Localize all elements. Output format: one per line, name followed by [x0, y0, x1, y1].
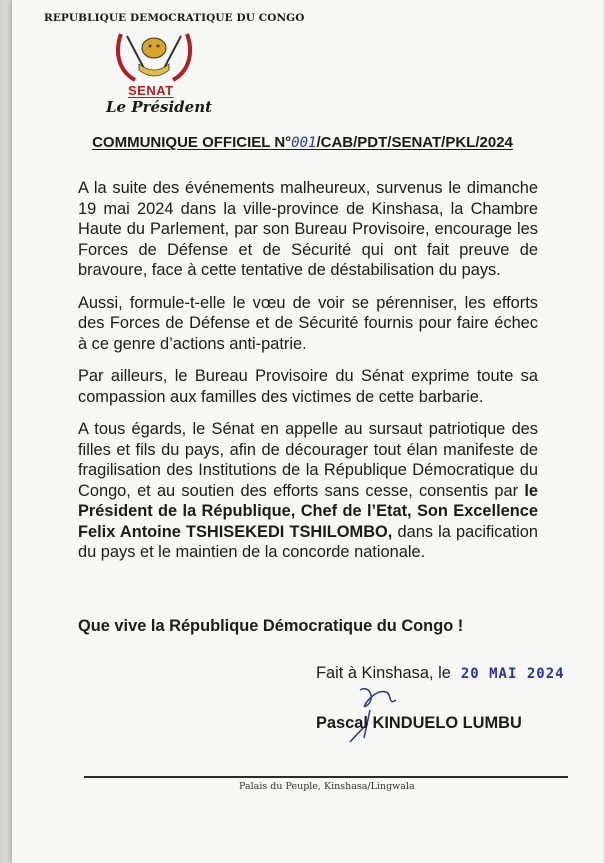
paragraph-4-start: A tous égards, le Sénat en appelle au sursaut patriotique des filles et fils du pays, afin de décourager tout élan manifeste de fragilisation des Institutions de la République Démocratique du Congo, et au soutien des efforts sans cesse, consentis par	[78, 420, 538, 500]
title-suffix: /CAB/PDT/SENAT/PKL/2024	[316, 134, 513, 151]
title-prefix: COMMUNIQUE OFFICIEL N°	[92, 134, 292, 151]
place-text: Fait à Kinshasa, le	[316, 664, 451, 682]
paragraph-4-end: dans la pacification du pays et le maintien de la concorde nationale.	[78, 522, 538, 561]
paper-edge	[0, 0, 12, 863]
footer-address: Palais du Peuple, Kinshasa/Lingwala	[239, 781, 415, 792]
paragraph-3: Par ailleurs, le Bureau Provisoire du Sénat exprime toute sa compassion aux familles des victimes de cette barbarie.	[78, 367, 538, 406]
closing-statement: Que vive la République Démocratique du Congo !	[78, 617, 464, 635]
paragraph-4	[78, 419, 538, 563]
coat-of-arms-icon	[113, 30, 195, 86]
footer-divider	[84, 776, 568, 778]
date-stamp: 20 MAI 2024	[460, 666, 565, 682]
country-header: REPUBLIQUE DEMOCRATIQUE DU CONGO	[44, 12, 305, 24]
paragraph-4-bold: le Président de la République, Chef de l’Etat, Son Excellence Felix Antoine TSHISEKEDI TSHILOMBO,	[78, 481, 538, 541]
signer-name: Pascal KINDUELO LUMBU	[316, 714, 522, 732]
title-number: 001	[291, 135, 317, 151]
paragraph-2: Aussi, formule-t-elle le vœu de voir se pérenniser, les efforts des Forces de Défense et de Sécurité fournis pour faire échec à ce genre d’actions anti-patrie.	[78, 293, 538, 353]
paragraph-1: A la suite des événements malheureux, survenus le dimanche 19 mai 2024 dans la ville-province de Kinshasa, la Chambre Haute du Parlement, par son Bureau Provisoire, encourage les Forces de Défense et de Sécurité qui ont fait preuve de bravoure, face à cette tentative de déstabilisation du pays.	[78, 179, 538, 279]
communique-title	[0, 134, 605, 151]
communique-body	[78, 178, 538, 575]
institution-name: SENAT	[128, 83, 174, 98]
office-title: Le Président	[106, 98, 213, 116]
